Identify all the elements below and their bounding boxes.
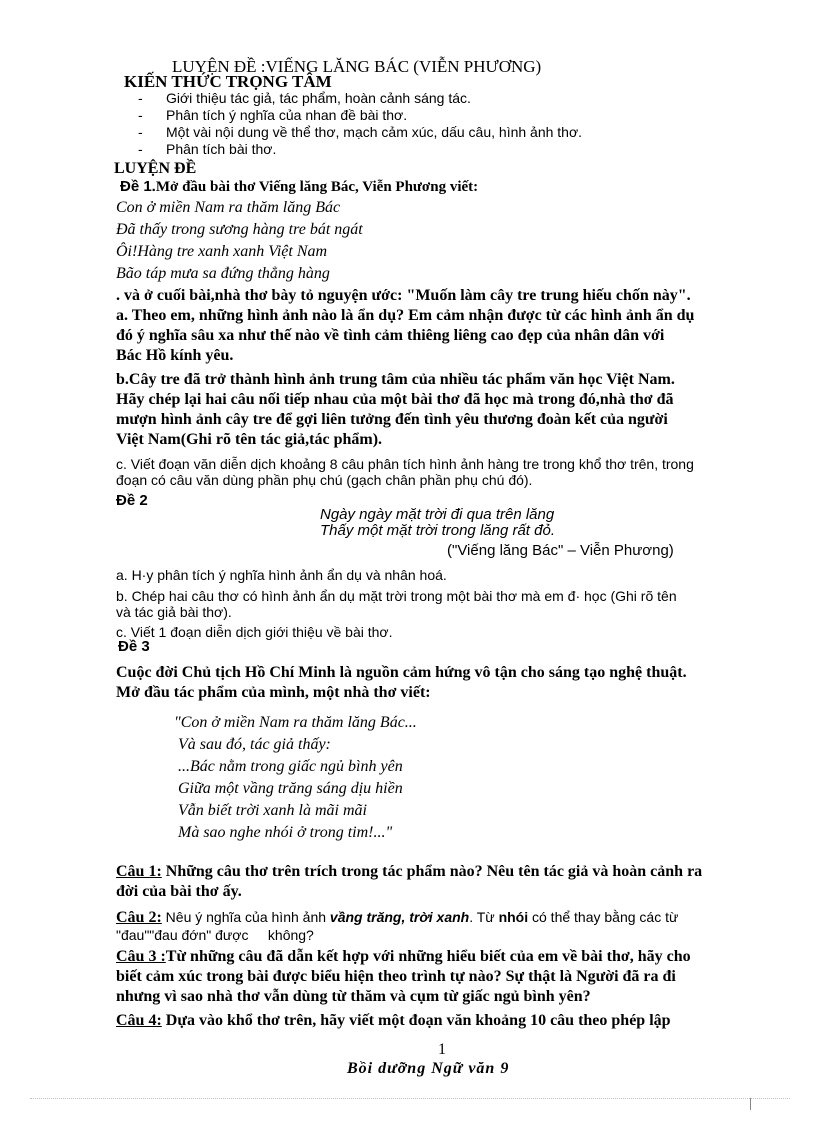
text-line: "đau""đau đớn" được không?: [116, 927, 314, 943]
page-marker: [750, 1098, 751, 1110]
de1-after-text: . và ở cuối bài,nhà thơ bày tỏ nguyện ước: "Muốn làm cây tre trung hiếu chốn này".: [116, 287, 691, 304]
de1-question-c: [116, 456, 694, 488]
page-divider: [30, 1098, 790, 1099]
text-line: mượn hình ảnh cây tre để gợi liên tưởng đến tình yêu thương đoàn kết của người: [116, 411, 668, 428]
poem-line: Con ở miền Nam ra thăm lăng Bác: [116, 199, 341, 216]
list-item: [138, 124, 582, 141]
de2-label: Đề 2: [116, 492, 148, 509]
cau4-label: Câu 4:: [116, 1012, 162, 1029]
de2-citation: ("Viếng lăng Bác" – Viễn Phương): [447, 542, 674, 559]
cau3-label: Câu 3 :: [116, 948, 166, 965]
de2-poem: [320, 507, 555, 539]
poem-line: Giữa một vầng trăng sáng dịu hiền: [174, 780, 403, 797]
de1-intro-text: Mở đầu bài thơ Viếng lăng Bác, Viễn Phương viết:: [155, 179, 479, 195]
section-heading-luyen-de: LUYỆN ĐỀ: [114, 160, 197, 177]
de1-question-b: [116, 370, 675, 450]
de3-label: Đề 3: [118, 638, 150, 655]
page-footer: Bồi dưỡng Ngữ văn 9: [347, 1060, 510, 1077]
text-line: Mở đầu tác phẩm của mình, một nhà thơ viết:: [116, 684, 431, 701]
text-line: Những câu thơ trên trích trong tác phẩm nào? Nêu tên tác giả và hoàn cảnh ra: [161, 863, 703, 880]
text-span: Nêu ý nghĩa của hình ảnh: [161, 909, 330, 925]
de2-question-c: c. Viết 1 đoạn diễn dịch giới thiệu về bài thơ.: [116, 624, 393, 640]
bullet-text: Phân tích bài thơ.: [166, 141, 277, 157]
text-line: nhưng vì sao nhà thơ vẫn dùng từ thăm và cụm từ giấc ngủ bình yên?: [116, 988, 591, 1005]
text-line: a. Theo em, những hình ảnh nào là ẩn dụ? Em cảm nhận được từ các hình ảnh ẩn dụ: [116, 307, 695, 324]
de3-poem: [174, 712, 417, 844]
list-item: [138, 107, 582, 124]
text-line: đó ý nghĩa sâu xa như thế nào về tình cảm thiêng liêng cao đẹp của nhân dân với: [116, 327, 665, 344]
list-item: [138, 90, 582, 107]
text-line: đoạn có câu văn dùng phần phụ chú (gạch chân phần phụ chú đó).: [116, 472, 533, 488]
text-span: . Từ: [469, 909, 499, 925]
cau2-label: Câu 2:: [116, 909, 162, 926]
de2-question-a: a. H·y phân tích ý nghĩa hình ảnh ẩn dụ và nhân hoá.: [116, 567, 447, 583]
bullet-mark: -: [138, 141, 143, 157]
bullet-list: [138, 90, 582, 158]
bullet-text: Giới thiệu tác giả, tác phẩm, hoàn cảnh sáng tác.: [166, 90, 471, 106]
text-line: Dựa vào khổ thơ trên, hãy viết một đoạn văn khoảng 10 câu theo phép lập: [161, 1012, 671, 1029]
de3-cau1: [116, 862, 702, 902]
de1-intro: [120, 178, 478, 196]
list-item: [138, 141, 582, 158]
text-line: đời của bài thơ ấy.: [116, 883, 242, 900]
text-span: có thể thay bằng các từ: [528, 909, 679, 925]
de3-cau4: [116, 1011, 671, 1031]
poem-line: Đã thấy trong sương hàng tre bát ngát: [116, 221, 363, 238]
text-line: biết cảm xúc trong bài được biểu hiện theo trình tự nào? Sự thật là Người đã ra đi: [116, 968, 676, 985]
de2-question-b: [116, 588, 677, 620]
text-line: và tác giả bài thơ).: [116, 604, 232, 620]
poem-line: ...Bác nằm trong giấc ngủ bình yên: [174, 758, 403, 775]
de1-poem: [116, 197, 363, 285]
poem-line: Ôi!Hàng tre xanh xanh Việt Nam: [116, 243, 328, 260]
cau1-label: Câu 1:: [116, 863, 162, 880]
bullet-mark: -: [138, 90, 143, 106]
bullet-mark: -: [138, 107, 143, 123]
page-number: 1: [438, 1041, 446, 1058]
poem-line: "Con ở miền Nam ra thăm lăng Bác...: [174, 714, 417, 731]
de3-cau2: [116, 908, 678, 943]
text-line: Từ những câu đã dẫn kết hợp với những hiểu biết của em về bài thơ, hãy cho: [165, 948, 691, 965]
text-line: c. Viết đoạn văn diễn dịch khoảng 8 câu phân tích hình ảnh hàng tre trong khổ thơ trên, trong: [116, 456, 694, 472]
poem-line: Thấy một mặt trời trong lăng rất đỏ.: [320, 522, 555, 539]
text-line: b.Cây tre đã trở thành hình ảnh trung tâm của nhiều tác phẩm văn học Việt Nam.: [116, 371, 675, 388]
poem-line: Vẫn biết trời xanh là mãi mãi: [174, 802, 367, 819]
poem-line: Mà sao nghe nhói ở trong tim!...": [174, 824, 393, 841]
text-line: Cuộc đời Chủ tịch Hồ Chí Minh là nguồn cảm hứng vô tận cho sáng tạo nghệ thuật.: [116, 664, 687, 681]
text-line: Hãy chép lại hai câu nối tiếp nhau của một bài thơ đã học mà trong đó,nhà thơ đã: [116, 391, 674, 408]
de1-label: Đề 1.: [120, 178, 156, 195]
de1-question-a: [116, 306, 694, 366]
page-title: LUYỆN ĐỀ :VIẾNG LĂNG BÁC (VIỄN PHƯƠNG): [172, 57, 542, 76]
emphasis-text: nhói: [498, 909, 529, 925]
poem-line: Và sau đó, tác giả thấy:: [174, 736, 331, 753]
text-line: Bác Hồ kính yêu.: [116, 347, 234, 364]
de3-cau3: [116, 947, 691, 1007]
text-line: b. Chép hai câu thơ có hình ảnh ẩn dụ mặt trời trong một bài thơ mà em đ· học (Ghi rõ tên: [116, 588, 677, 604]
bullet-text: Phân tích ý nghĩa của nhan đề bài thơ.: [166, 107, 408, 123]
de3-intro: [116, 663, 687, 703]
poem-line: Ngày ngày mặt trời đi qua trên lăng: [320, 506, 555, 523]
bullet-mark: -: [138, 124, 143, 140]
text-line: Việt Nam(Ghi rõ tên tác giả,tác phẩm).: [116, 431, 383, 448]
poem-line: Bão táp mưa sa đứng thẳng hàng: [116, 265, 330, 282]
emphasis-text: vầng trăng, trời xanh: [329, 909, 470, 925]
bullet-text: Một vài nội dung về thể thơ, mạch cảm xúc, dấu câu, hình ảnh thơ.: [166, 124, 583, 140]
section-heading-kien-thuc: KIẾN THỨC TRỌNG TÂM: [124, 72, 332, 91]
